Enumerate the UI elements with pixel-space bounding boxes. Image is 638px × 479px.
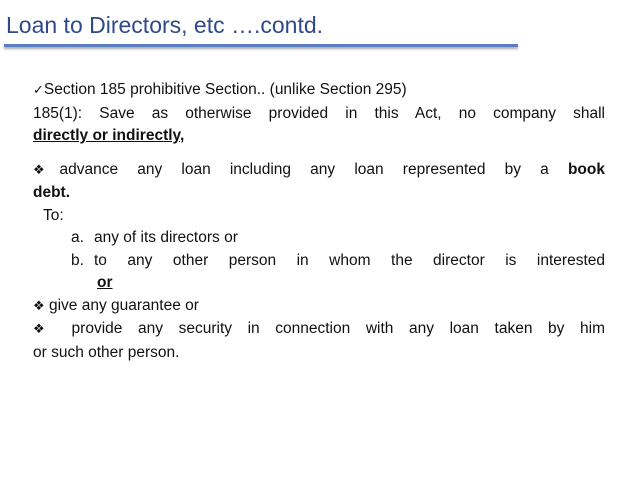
- advance-bold-book: book: [567, 160, 605, 178]
- advance-text: advance any loan including any loan represented by a: [59, 160, 568, 178]
- list-item-text: any of its directors or: [94, 229, 238, 246]
- list-item-label: a.: [71, 229, 84, 246]
- slide-title: Loan to Directors, etc ….contd.: [6, 12, 324, 38]
- security-text: provide any security in connection with any loan taken by him: [55, 320, 605, 337]
- diamond-bullet-icon: ❖: [33, 298, 45, 314]
- diamond-bullet-icon: ❖: [33, 162, 60, 178]
- list-item-label: b.: [71, 251, 84, 269]
- slide-body: [33, 79, 605, 364]
- check-icon: ✓: [33, 83, 44, 98]
- intro-emphasis: directly or indirectly,: [33, 127, 185, 144]
- diamond-bullet-icon: ❖: [33, 322, 56, 337]
- to-label: To:: [43, 206, 64, 224]
- advance-line: [33, 159, 605, 183]
- guarantee-text: give any guarantee or: [44, 296, 199, 314]
- guarantee-line: [33, 295, 605, 319]
- section-line-text: Section 185 prohibitive Section.. (unlike Section 295): [43, 81, 407, 98]
- title-underline: [4, 44, 518, 47]
- section-line: [33, 79, 605, 103]
- list-item-text: to any other person in whom the director is interested: [94, 251, 605, 269]
- list-item: [33, 227, 605, 250]
- intro-line: 185(1): Save as otherwise provided in this Act, no company shall: [33, 104, 605, 122]
- security-line: [33, 318, 605, 342]
- or-label: or: [97, 274, 113, 291]
- advance-bold-debt: debt.: [33, 184, 71, 201]
- list-item: [33, 250, 605, 273]
- security-line-2: or such other person.: [33, 343, 180, 361]
